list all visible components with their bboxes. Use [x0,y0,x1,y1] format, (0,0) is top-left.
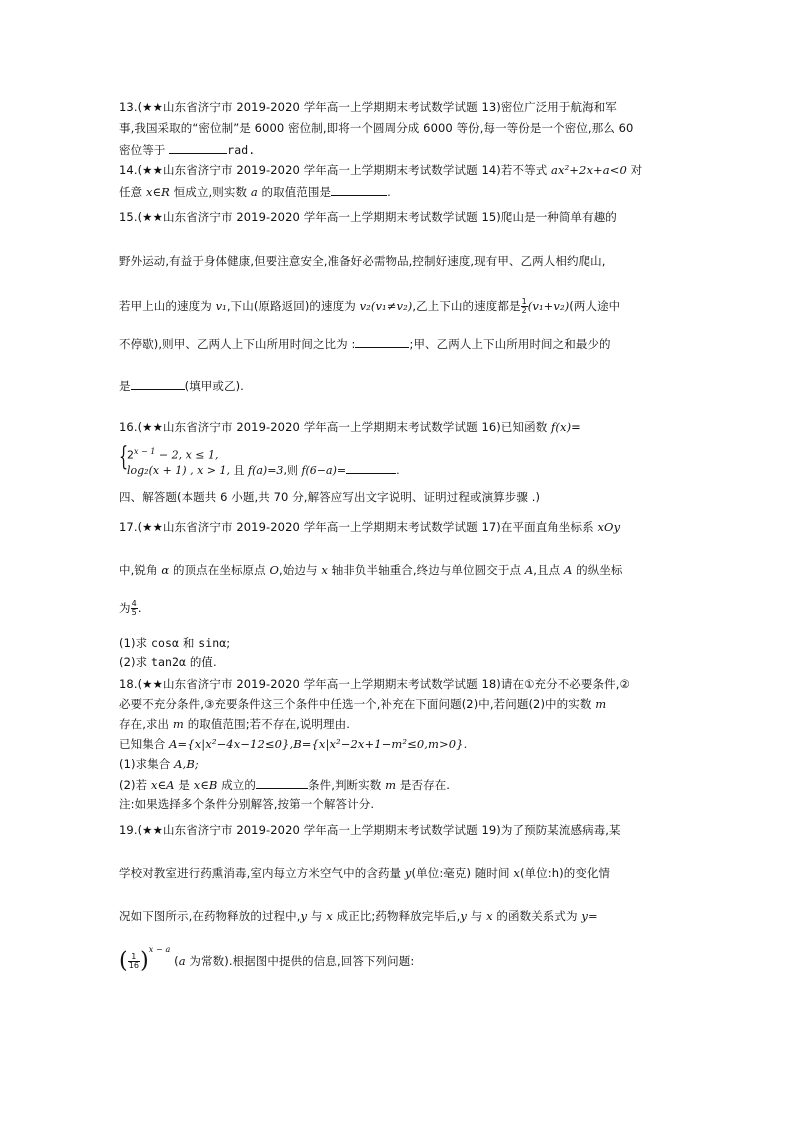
q15-answer-blank-2[interactable] [131,378,185,390]
q18-p1-sets: A,B; [174,757,199,771]
q15-text-end: (填甲或乙). [184,379,244,393]
q19-paren-right: ) [140,948,149,974]
q14-source: (★★山东省济宁市 2019-2020 学年高一上学期期末考试数学试题 [137,163,478,177]
q17-p2-a: (2)求 [119,655,151,669]
q17-coord-system: xOy [597,520,621,534]
q18-line2 [119,697,606,712]
q17-A2: A [563,563,573,577]
q15-line3 [119,298,620,315]
q16-cases [127,446,400,477]
q16-line1 [119,420,581,435]
q17-text: 在平面直角坐标系 [500,520,598,534]
q15-source: (★★山东省济宁市 2019-2020 学年高一上学期期末考试数学试题 [137,210,478,224]
q18-note: 注:如果选择多个条件分别解答,按第一个解答计分. [119,797,375,811]
q13-text: 密位广泛用于航海和军 [500,100,617,114]
q17-t-b: 的顶点在坐标原点 [169,563,270,577]
q19-frac-num: 1 [128,953,140,962]
q17-A: A [524,563,534,577]
q14-condition: x∈R [145,185,170,199]
q15-text-b: ,下山(原路返回)的速度为 [226,299,360,313]
q18-t-a: 必要不充分条件,③充要条件这三个条件中任选一个,补充在下面问题(2)中,若问题(2)中的实数 [119,697,596,711]
q15-text-pre: 不停歇),则甲、乙两人上下山所用时间之比为 : [119,337,356,351]
q13-text-pre: 密位等于 [119,143,166,157]
q16-period: . [396,463,400,477]
q18-text: 请在①充分不必要条件,② [500,677,630,691]
q16-case1-rest: − 2, x ≤ 1, [155,448,219,462]
q16-answer-blank[interactable] [346,462,396,474]
q17-part1 [119,636,230,651]
q16-func: f(x) [551,420,572,434]
q18-t3-a: 存在,求出 [119,717,173,731]
q18-sets-def: A={x|x²−4x−12≤0},B={x|x²−2x+1−m²≤0,m>0}. [169,737,468,751]
q17-number: 17. [119,520,138,534]
q17-t-d: 轴非负半轴重合,终边与单位圆交于点 [327,563,525,577]
q19-source: (★★山东省济宁市 2019-2020 学年高一上学期期末考试数学试题 [137,823,478,837]
q15-v1: v₁ [215,299,227,313]
q15-line5 [119,378,244,394]
q18-p2-b: 是 [174,778,194,792]
q14-period: . [387,185,391,199]
q19-y2: y [300,909,308,923]
q19-y3: y [460,909,467,923]
q16-tail-b: ,则 [283,463,302,477]
q19-y: y [404,866,412,880]
q15-text-d: (两人途中 [569,299,621,313]
q18-p1-a: (1)求集合 [119,757,175,771]
q16-case-1 [127,446,400,462]
q17-t-c: ,始边与 [279,563,322,577]
q19-t2-a: 学校对教室进行药熏消毒,室内每立方米空气中的含药量 [119,866,405,880]
q17-period: . [137,601,142,615]
q18-part1 [119,757,199,772]
q17-alpha: α [161,563,170,577]
q14-answer-blank[interactable] [331,184,387,196]
q18-m: m [595,697,607,711]
q17-fraction [131,600,138,617]
q13-source: (★★山东省济宁市 2019-2020 学年高一上学期期末考试数学试题 [137,100,478,114]
q19-line3 [119,909,598,924]
q19-t4-open: ( [174,953,179,968]
q15-fraction [521,298,528,315]
q18-p2-c: 成立的 [217,778,256,792]
q14-var-a: a [250,185,258,199]
q16-case-2 [127,462,400,477]
q14-text-end: 对 [626,163,643,177]
q19-t3-b: 与 [307,909,327,923]
q15-answer-blank-1[interactable] [355,336,409,348]
q19-t3-d: 与 [466,909,487,923]
q15-fraction-den: 2 [521,306,527,315]
q18-p2-e: 是否存在. [396,778,451,792]
q17-line2 [119,563,623,578]
q13-line1 [119,100,617,115]
q13-line3 [119,142,255,158]
q15-ref: 15) [481,210,501,224]
q16-source: (★★山东省济宁市 2019-2020 学年高一上学期期末考试数学试题 [137,420,478,434]
q14-number: 14. [119,163,138,177]
q19-x3: x [486,909,493,923]
q19-ref: 19) [481,823,501,837]
q19-y-eq: y= [581,909,598,923]
q16-case1-base: 2 [127,448,134,462]
q19-a: a [178,953,186,968]
q17-t-pre: 为 [119,601,131,615]
q19-x2: x [326,909,333,923]
q18-p2-d: 条件,判断实数 [308,778,386,792]
q18-answer-blank[interactable] [256,777,308,789]
q19-line4 [119,946,414,973]
q18-m2: m [172,717,184,731]
q19-t3-c: 成正比;药物释放完毕后, [332,909,461,923]
q17-line1 [119,520,620,535]
q18-part2 [119,777,450,793]
q16-brace: { [119,442,129,472]
q18-t3-b: 的取值范围;若不存在,说明理由. [183,717,350,731]
q13-unit: rad. [227,143,256,157]
q17-t-e: ,且点 [533,563,564,577]
q13-answer-blank[interactable] [169,142,227,154]
q18-p2-m: m [385,778,397,792]
q17-ref: 17) [481,520,501,534]
q17-p2-b: 的值. [186,655,217,669]
q16-text: 已知函数 [500,420,552,434]
q16-equals: = [571,420,581,434]
q19-t2-c: (单位:h)的变化情 [519,866,611,880]
q14-inequality: ax²+2x+a<0 [551,163,627,177]
q19-paren-left: ( [119,948,128,974]
q16-fa: f(a)=3 [248,463,284,477]
q18-ref: 18) [481,677,501,691]
q19-text: 为了预防某流感病毒,某 [500,823,621,837]
q18-p2-a: (2)若 [119,778,151,792]
q19-t2-b: (单位:毫克) 随时间 [411,866,514,880]
q16-f6a: f(6−a)= [301,463,347,477]
q18-xb: x∈B [193,778,218,792]
q19-line2 [119,866,610,881]
q14-text: 的取值范围是 [257,185,332,199]
q17-t-a: 中,锐角 [119,563,162,577]
q17-p1-end: ; [226,636,231,650]
q15-fraction-num: 1 [521,297,527,306]
q19-t3-a: 况如下图所示,在药物释放的过程中, [119,909,301,923]
q15-line4 [119,336,611,352]
q15-line2: 野外运动,有益于身体健康,但要注意安全,准备好必需物品,控制好速度,现有甲、乙两人相约爬山, [119,254,606,268]
q14-text-mid: 恒成立,则实数 [169,185,251,199]
q14-text: 若不等式 [500,163,552,177]
q17-frac-num: 4 [131,599,137,608]
q19-fraction [128,953,140,970]
q13-ref: 13) [481,100,501,114]
q17-part2 [119,655,217,670]
q17-t-f: 的纵坐标 [572,563,623,577]
q17-tan: tan2α [150,655,187,669]
q15-expr: (v₁+v₂) [527,299,570,313]
q18-source: (★★山东省济宁市 2019-2020 学年高一上学期期末考试数学试题 [137,677,478,691]
q17-p1-b: 和 [179,636,199,650]
q15-text-post: ;甲、乙两人上下山所用时间之和最少的 [409,337,611,351]
q16-tail-a: 且 [233,463,248,477]
q18-t4-a: 已知集合 [119,737,170,751]
q19-number: 19. [119,823,138,837]
q15-v2: v₂(v₁≠v₂) [359,299,413,313]
q16-number: 16. [119,420,138,434]
q13-number: 13. [119,100,138,114]
q18-number: 18. [119,677,138,691]
q15-text-c: ,乙上下山的速度都是 [412,299,521,313]
q18-line1 [119,677,630,692]
q13-line2: 事,我国采取的“密位制”是 6000 密位制,即将一个圆周分成 6000 等份,每一等份是一个密位,那么 60 [119,121,634,135]
q17-source: (★★山东省济宁市 2019-2020 学年高一上学期期末考试数学试题 [137,520,478,534]
q19-frac-den: 16 [128,960,140,970]
q17-frac-den: 5 [131,608,137,617]
q18-line3 [119,717,350,732]
q18-line4 [119,737,467,752]
q14-text-pre: 任意 [119,185,146,199]
q17-x: x [321,563,328,577]
q17-cos: cosα [150,636,180,650]
q15-text: 爬山是一种简单有趣的 [500,210,617,224]
q17-sin: sinα [198,636,227,650]
q15-text-is: 是 [119,379,131,393]
q17-p1-a: (1)求 [119,636,151,650]
q15-number: 15. [119,210,138,224]
q14-line1 [119,163,642,178]
q19-t4-text: 为常数).根据图中提供的信息,回答下列问题: [185,953,415,968]
q17-line3 [119,600,142,617]
q14-line2 [119,184,391,200]
q16-ref: 16) [481,420,501,434]
q15-line1 [119,210,617,225]
section-4-heading: 四、解答题(本题共 6 小题,共 70 分,解答应写出文字说明、证明过程或演算步骤 .) [119,490,541,504]
q19-line1 [119,823,621,838]
q16-case2: log₂(x + 1) , x > 1, [127,463,230,477]
q19-t3-e: 的函数关系式为 [492,909,582,923]
q19-x: x [513,866,520,880]
q14-ref: 14) [481,163,501,177]
q16-case1-exp: x − 1 [134,447,156,456]
q15-text-a: 若甲上山的速度为 [119,299,216,313]
q18-xa: x∈A [150,778,175,792]
q19-exponent: x − a [148,945,171,954]
q17-O: O [269,563,280,577]
